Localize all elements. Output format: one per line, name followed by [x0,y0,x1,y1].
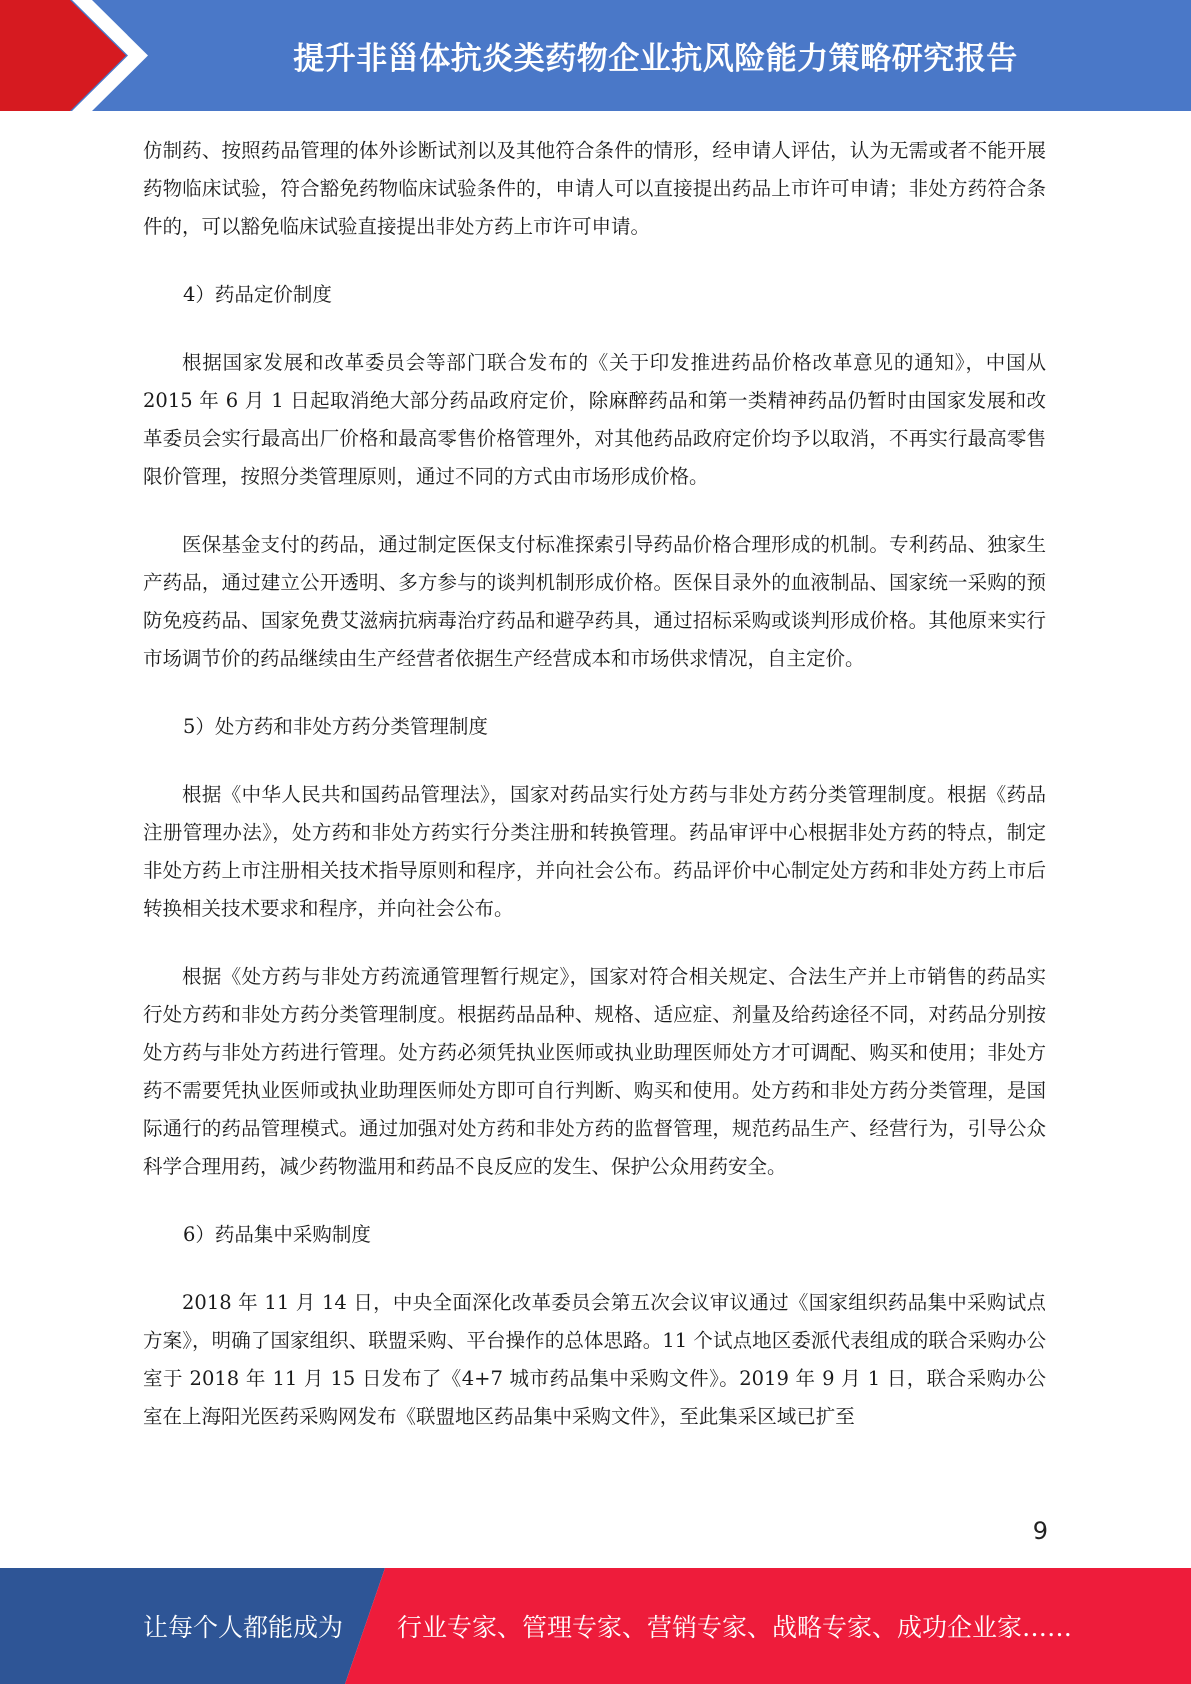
document-body [143,132,1046,1466]
section-heading-procurement: 6）药品集中采购制度 [183,1223,371,1246]
paragraph-continued: 仿制药、按照药品管理的体外诊断试剂以及其他符合条件的情形，经申请人评估，认为无需或者不能开展药物临床试验，符合豁免药物临床试验条件的，申请人可以直接提出药品上市许可申请；非处方药符合条件的，可以豁免临床试验直接提出非处方药上市许可申请。 [143,139,1046,238]
page-number: 9 [1032,1517,1048,1545]
section-heading-prescription: 5）处方药和非处方药分类管理制度 [183,715,488,738]
paragraph-procurement: 2018 年 11 月 14 日，中央全面深化改革委员会第五次会议审议通过《国家组织药品集中采购试点方案》，明确了国家组织、联盟采购、平台操作的总体思路。11 个试点地区委派代表组成的联合采购办公室于 2018 年 11 月 15 日发布了《4+7 城市药品集中采购文件》。2019 年 9 月 1 日，联合采购办公室在上海阳光医药采购网发布《联盟地区药品集中采购文件》，至此集采区域已扩至 [143,1291,1046,1428]
paragraph-pricing-reform: 根据国家发展和改革委员会等部门联合发布的《关于印发推进药品价格改革意见的通知》，中国从 2015 年 6 月 1 日起取消绝大部分药品政府定价，除麻醉药品和第一类精神药品仍暂时由国家发展和改革委员会实行最高出厂价格和最高零售价格管理外，对其他药品政府定价均予以取消，不再实行最高零售限价管理，按照分类管理原则，通过不同的方式由市场形成价格。 [143,351,1046,488]
page-header [0,0,1191,111]
paragraph-insurance-pricing: 医保基金支付的药品，通过制定医保支付标准探索引导药品价格合理形成的机制。专利药品、独家生产药品，通过建立公开透明、多方参与的谈判机制形成价格。医保目录外的血液制品、国家统一采购的预防免疫药品、国家免费艾滋病抗病毒治疗药品和避孕药具，通过招标采购或谈判形成价格。其他原来实行市场调节价的药品继续由生产经营者依据生产经营成本和市场供求情况，自主定价。 [143,533,1046,670]
footer-slogan-right: 行业专家、管理专家、营销专家、战略专家、成功企业家…… [397,1613,1073,1642]
section-heading-pricing: 4）药品定价制度 [183,283,332,306]
footer-slogan-left: 让每个人都能成为 [143,1613,344,1642]
document-title: 提升非甾体抗炎类药物企业抗风险能力策略研究报告 [293,41,1018,77]
paragraph-circulation-rules: 根据《处方药与非处方药流通管理暂行规定》，国家对符合相关规定、合法生产并上市销售的药品实行处方药和非处方药分类管理制度。根据药品品种、规格、适应症、剂量及给药途径不同，对药品分别按处方药与非处方药进行管理。处方药必须凭执业医师或执业助理医师处方才可调配、购买和使用；非处方药不需要凭执业医师或执业助理医师处方即可自行判断、购买和使用。处方药和非处方药分类管理，是国际通行的药品管理模式。通过加强对处方药和非处方药的监督管理，规范药品生产、经营行为，引导公众科学合理用药，减少药物滥用和药品不良反应的发生、保护公众用药安全。 [143,965,1046,1178]
page-footer [0,1568,1191,1684]
header-red-chevron [0,0,160,111]
paragraph-drug-law: 根据《中华人民共和国药品管理法》，国家对药品实行处方药与非处方药分类管理制度。根据《药品注册管理办法》，处方药和非处方药实行分类注册和转换管理。药品审评中心根据非处方药的特点，制定非处方药上市注册相关技术指导原则和程序，并向社会公布。药品评价中心制定处方药和非处方药上市后转换相关技术要求和程序，并向社会公布。 [143,783,1046,920]
